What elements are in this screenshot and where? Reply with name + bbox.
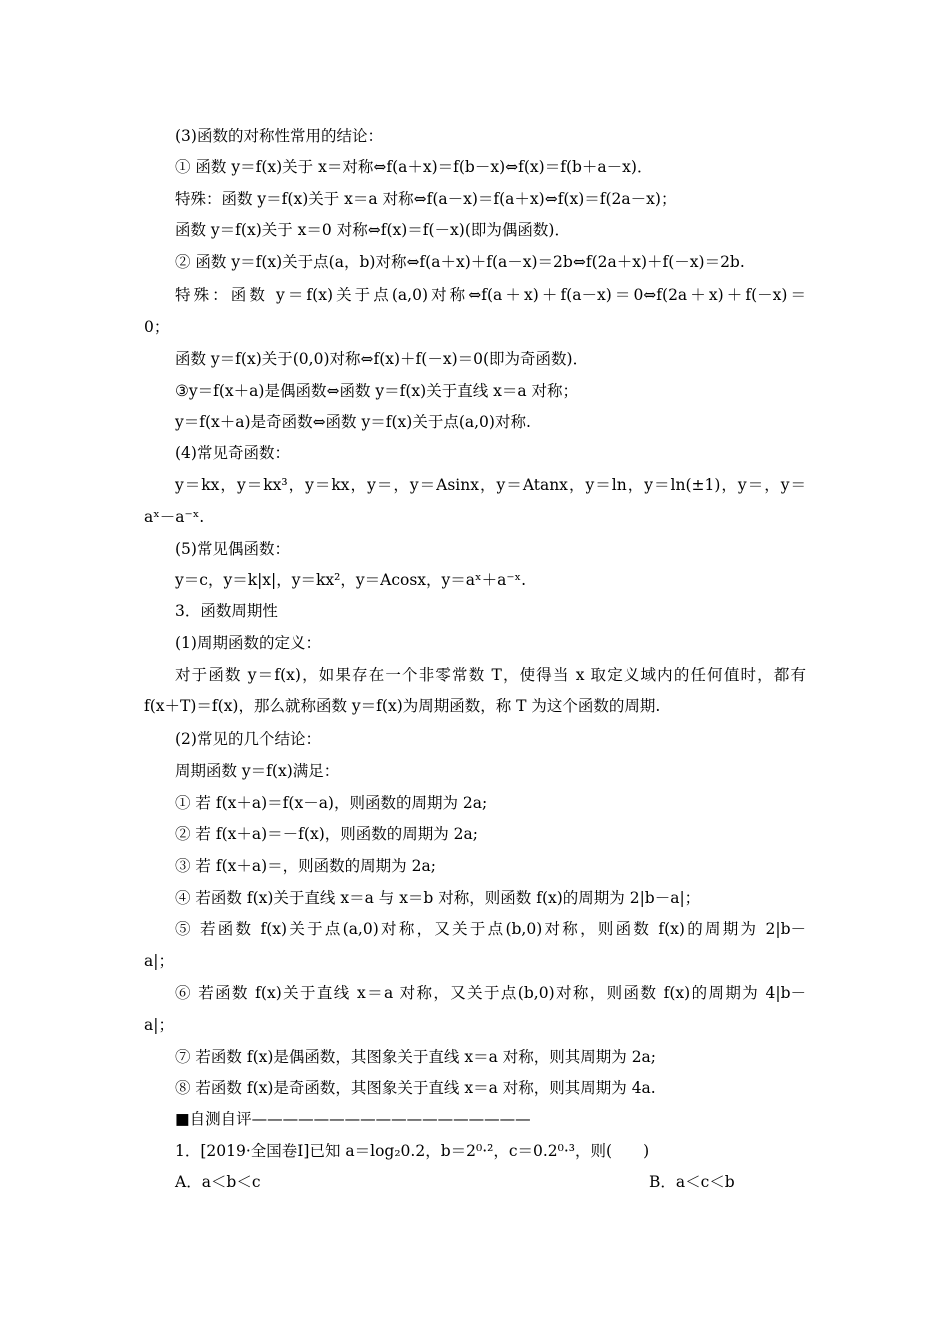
section-3-title: (3)函数的对称性常用的结论： (175, 127, 383, 145)
conclusion-5-end: a|； (144, 952, 174, 970)
conclusion-2: ② 若 f(x＋a)＝－f(x)，则函数的周期为 2a; (175, 825, 478, 843)
symmetry-rule-3b: y＝f(x＋a)是奇函数⇔函数 y＝f(x)关于点(a,0)对称. (175, 413, 531, 431)
period-definition-title: (1)周期函数的定义： (175, 634, 321, 652)
question-1-options (175, 1172, 806, 1192)
common-conclusions-title: (2)常见的几个结论： (175, 730, 321, 748)
conclusion-8: ⑧ 若函数 f(x)是奇函数，其图象关于直线 x＝a 对称，则其周期为 4a. (175, 1079, 656, 1097)
symmetry-rule-2: ② 函数 y＝f(x)关于点(a，b)对称⇔f(a＋x)＋f(a－x)＝2b⇔f(2a＋x)＋f(－x)＝2b. (175, 253, 745, 271)
section-4-title: (4)常见奇函数： (175, 444, 290, 462)
conclusion-6-end: a|； (144, 1016, 174, 1034)
common-conclusions-intro: 周期函数 y＝f(x)满足： (175, 762, 340, 780)
self-test-header: ■自测自评—————————————————— (175, 1110, 531, 1128)
conclusion-5: ⑤ 若函数 f(x)关于点(a,0)对称，又关于点(b,0)对称，则函数 f(x)的周期为 2|b－ (175, 920, 806, 938)
question-1: 1．[2019·全国卷Ⅰ]已知 a＝log₂0.2，b＝2⁰·²，c＝0.2⁰·³，则( ) (175, 1142, 650, 1160)
conclusion-3: ③ 若 f(x＋a)＝，则函数的周期为 2a; (175, 857, 436, 875)
conclusion-4: ④ 若函数 f(x)关于直线 x＝a 与 x＝b 对称，则函数 f(x)的周期为 2|b－a|； (175, 889, 701, 907)
symmetry-rule-2-odd: 函数 y＝f(x)关于(0,0)对称⇔f(x)＋f(－x)＝0(即为奇函数)． (175, 350, 589, 368)
part-3-title: 3．函数周期性 (175, 602, 278, 620)
option-b: B．a＜c＜b (649, 1173, 735, 1191)
conclusion-7: ⑦ 若函数 f(x)是偶函数，其图象关于直线 x＝a 对称，则其周期为 2a; (175, 1048, 657, 1066)
symmetry-rule-2-special: 特殊：函数 y＝f(x)关于点(a,0)对称⇔f(a＋x)＋f(a－x)＝0⇔f(2a＋x)＋f(－x)＝ (175, 286, 806, 304)
symmetry-rule-2-special-end: 0； (144, 318, 170, 336)
symmetry-rule-1-special: 特殊：函数 y＝f(x)关于 x＝a 对称⇔f(a－x)＝f(a＋x)⇔f(x)＝f(2a－x)； (175, 190, 677, 208)
option-a: A．a＜b＜c (175, 1173, 261, 1191)
symmetry-rule-1: ① 函数 y＝f(x)关于 x＝对称⇔f(a＋x)＝f(b－x)⇔f(x)＝f(b＋a－x)． (175, 158, 653, 176)
conclusion-6: ⑥ 若函数 f(x)关于直线 x＝a 对称，又关于点(b,0)对称，则函数 f(x)的周期为 4|b－ (175, 984, 806, 1002)
even-function-list: y＝c，y＝k|x|，y＝kx²，y＝Acosx，y＝aˣ＋a⁻ˣ. (175, 571, 527, 589)
period-definition-line-1: 对于函数 y＝f(x)，如果存在一个非零常数 T，使得当 x 取定义域内的任何值时，都有 (175, 666, 806, 684)
symmetry-rule-3a: ③y＝f(x＋a)是偶函数⇔函数 y＝f(x)关于直线 x＝a 对称； (175, 382, 579, 400)
period-definition-line-2: f(x＋T)＝f(x)，那么就称函数 y＝f(x)为周期函数，称 T 为这个函数的周期. (144, 697, 661, 715)
odd-function-list: y＝kx，y＝kx³，y＝kx，y＝，y＝Asinx，y＝Atanx，y＝ln，y＝ln(±1)，y＝，y＝ (175, 476, 806, 494)
conclusion-1: ① 若 f(x＋a)＝f(x－a)，则函数的周期为 2a; (175, 794, 488, 812)
symmetry-rule-1-even: 函数 y＝f(x)关于 x＝0 对称⇔f(x)＝f(－x)(即为偶函数)． (175, 221, 570, 239)
section-5-title: (5)常见偶函数： (175, 540, 290, 558)
odd-function-list-end: aˣ－a⁻ˣ. (144, 508, 205, 526)
